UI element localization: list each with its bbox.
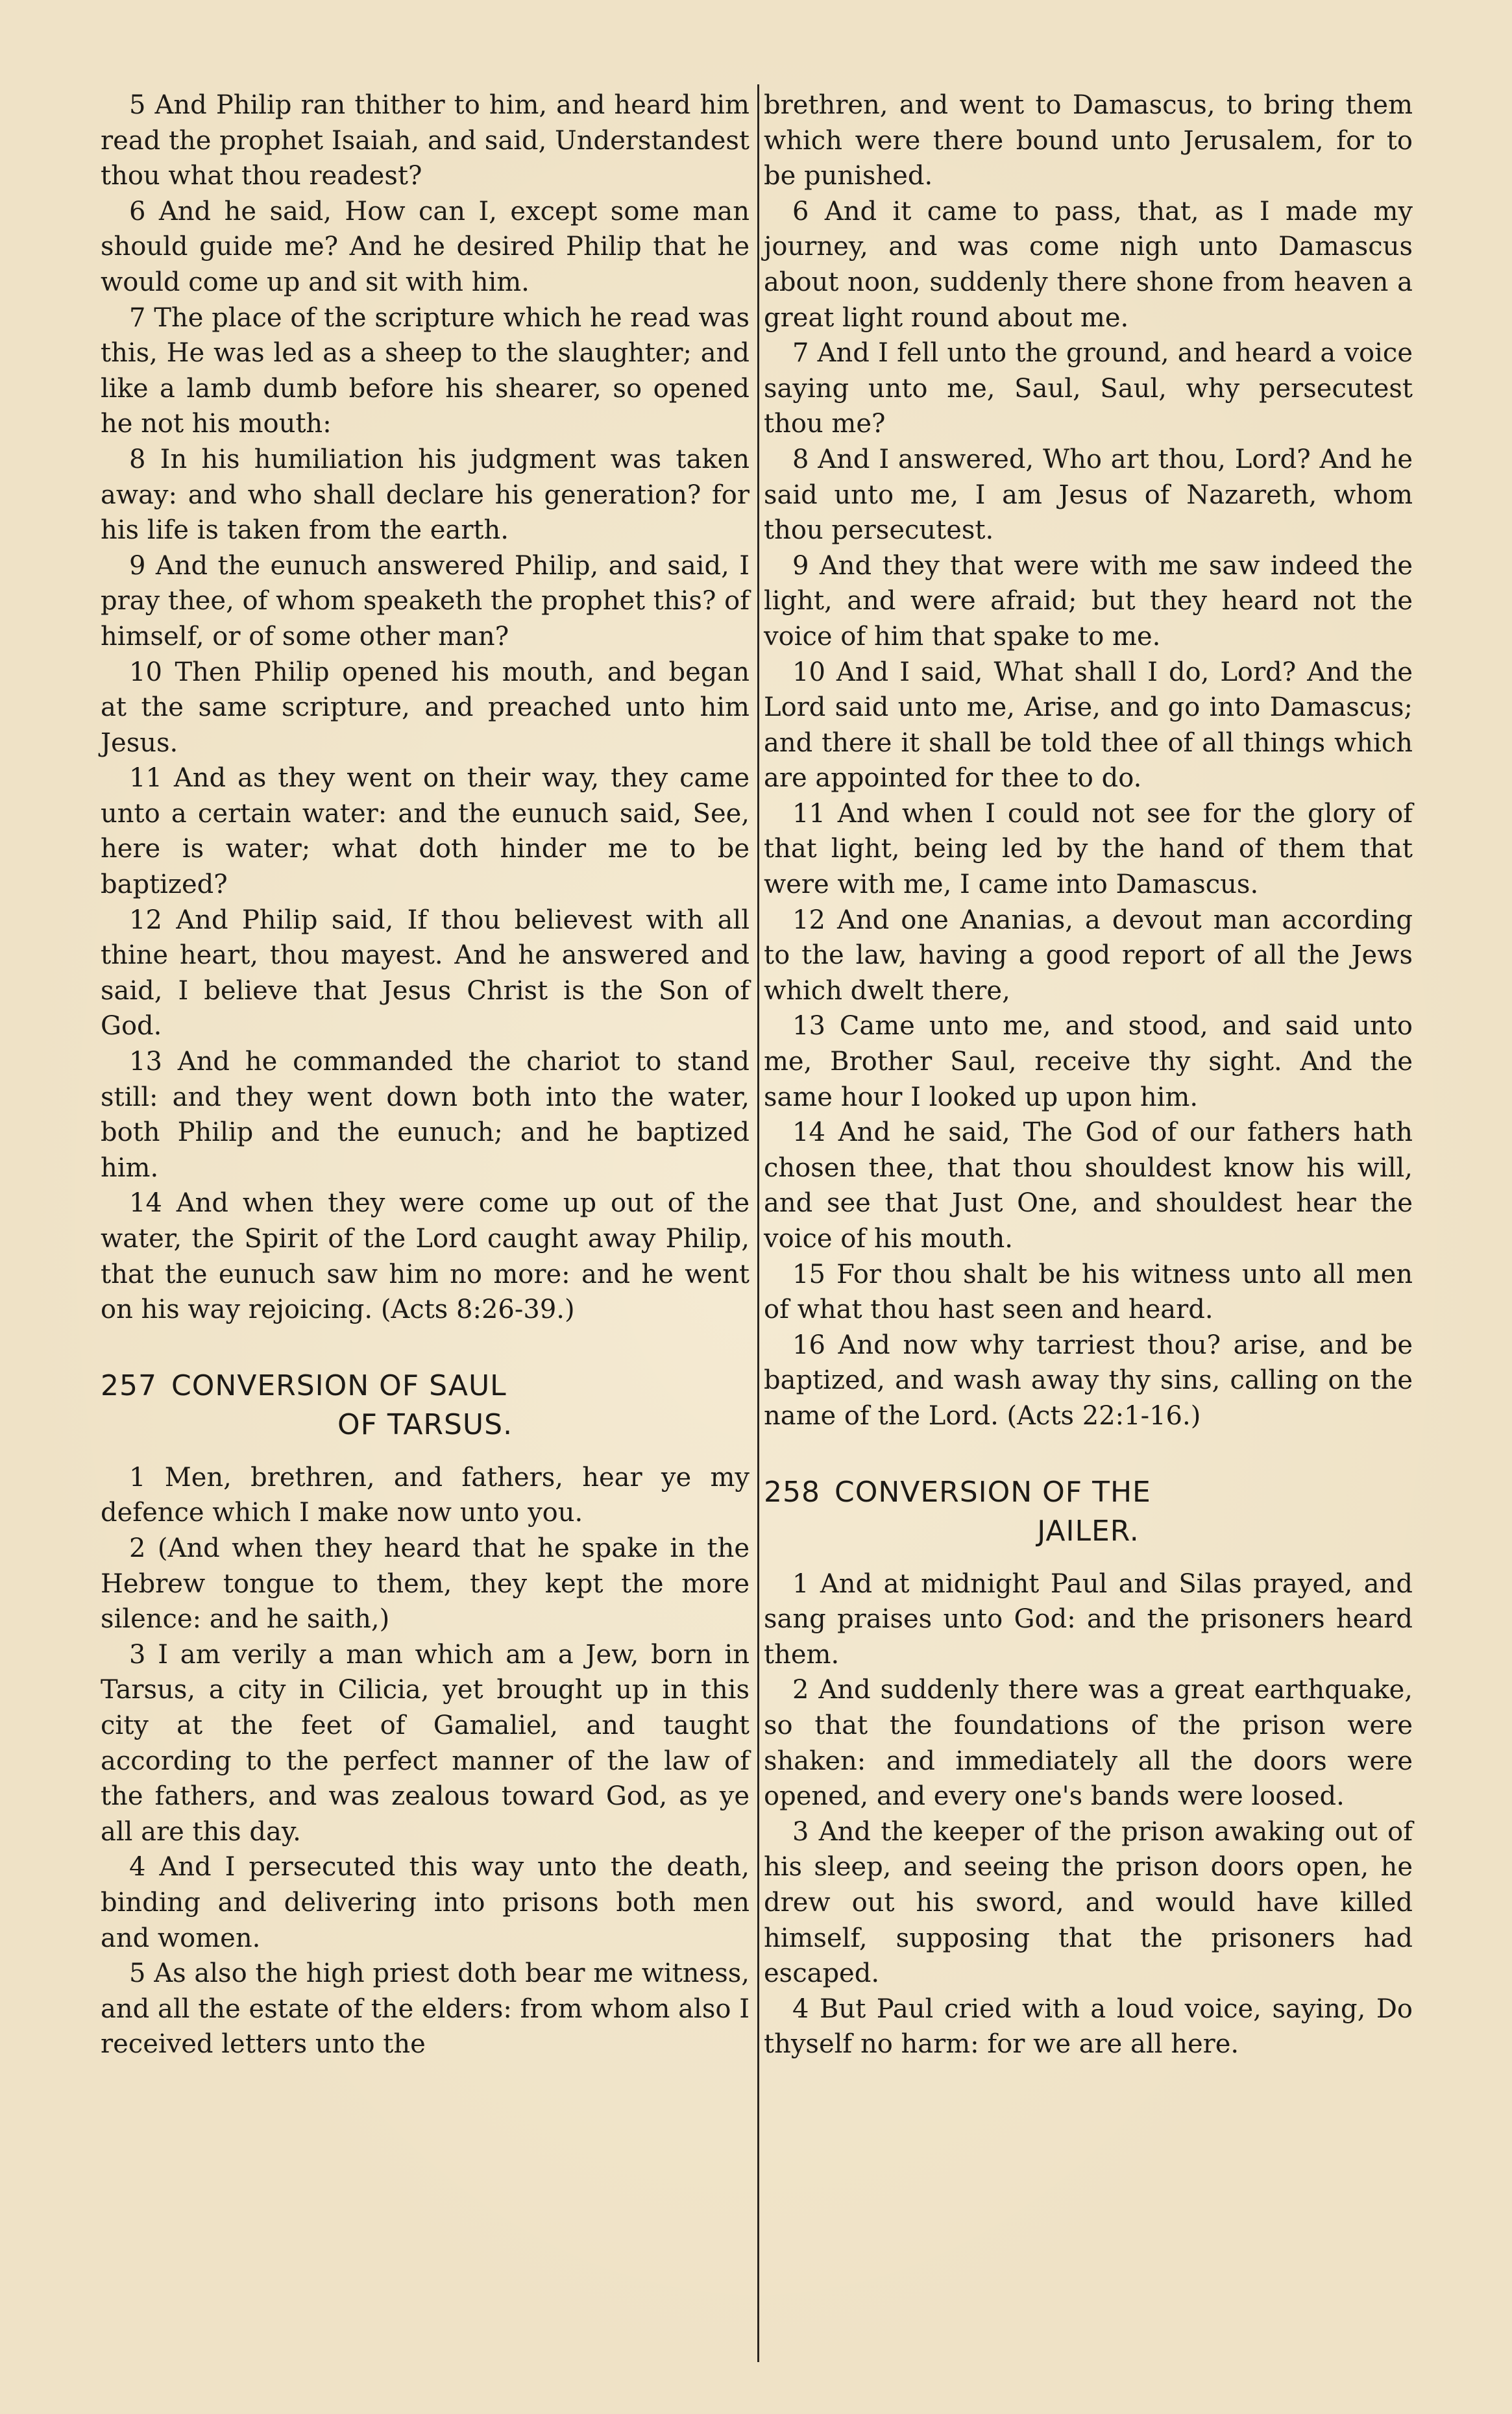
section-title-line2: JAILER. [1037,1514,1140,1548]
verse-16: 16 And now why tarriest thou? arise, and be baptized, and wash away thy sins, calling on the name of the Lord. (Acts 22:1-16.) [764,1330,1413,1431]
verse-continuation: brethren, and went to Damascus, to bring them which were there bound unto Jerusalem, for to be punished. [764,90,1413,191]
verse-4: 4 But Paul cried with a loud voice, saying, Do thyself no harm: for we are all here. [764,1993,1413,2060]
verse-14: 14 And when they were come up out of the water, the Spirit of the Lord caught away Philip, that the eunuch saw him no more: and he went on his way rejoicing. (Acts 8:26-39.) [101,1188,750,1325]
verse-7: 7 The place of the scripture which he read was this, He was led as a sheep to the slaughter; and like a lamb dumb before his shearer, so opened he not his mouth: [101,302,750,439]
verse-3: 3 And the keeper of the prison awaking out of his sleep, and seeing the prison doors open, he drew out his sword, and would have killed himself, supposing that the prisoners had escaped. [764,1816,1413,1989]
verse-6: 6 And he said, How can I, except some man should guide me? And he desired Philip that he would come up and sit with him. [101,196,750,297]
verse-8: 8 And I answered, Who art thou, Lord? And he said unto me, I am Jesus of Nazareth, whom thou persecutest. [764,444,1413,546]
verse-2: 2 And suddenly there was a great earthquake, so that the foundations of the prison were shaken: and immediately all the doors were opened, and every one's bands were loosed. [764,1675,1413,1812]
verse-6: 6 And it came to pass, that, as I made my journey, and was come nigh unto Damascus about noon, suddenly there shone from heaven a great light round about me. [764,196,1413,333]
verse-1: 1 And at midnight Paul and Silas prayed, and sang praises unto God: and the prisoners heard them. [764,1568,1413,1670]
verse-12: 12 And one Ananias, a devout man according to the law, having a good report of all the Jews which dwelt there, [764,905,1413,1006]
verse-10: 10 And I said, What shall I do, Lord? And the Lord said unto me, Arise, and go into Damascus; and there it shall be told thee of all things which are appointed for thee to do. [764,657,1413,794]
section-title-line2: OF TARSUS. [337,1408,513,1441]
verse-4: 4 And I persecuted this way unto the death, binding and delivering into prisons both men and women. [101,1852,750,1953]
section-heading-258 [764,1473,1413,1551]
verse-3: 3 I am verily a man which am a Jew, born in Tarsus, a city in Cilicia, yet brought up in this city at the feet of Gamaliel, and taught according to the perfect manner of the law of the fathers, and was zealous toward God, as ye all are this day. [101,1639,750,1847]
verse-8: 8 In his humiliation his judgment was taken away: and who shall declare his generation? for his life is taken from the earth. [101,444,750,546]
verse-12: 12 And Philip said, If thou believest with all thine heart, thou mayest. And he answered and said, I believe that Jesus Christ is the Son of God. [101,905,750,1042]
verse-15: 15 For thou shalt be his witness unto all men of what thou hast seen and heard. [764,1259,1413,1325]
column-divider [757,84,759,2362]
verse-9: 9 And the eunuch answered Philip, and said, I pray thee, of whom speaketh the prophet this? of himself, or of some other man? [101,550,750,652]
left-column [101,88,750,2062]
verse-2: 2 (And when they heard that he spake in the Hebrew tongue to them, they kept the more silence: and he saith,) [101,1533,750,1635]
verse-5: 5 And Philip ran thither to him, and heard him read the prophet Isaiah, and said, Understandest thou what thou readest? [101,90,750,191]
verse-14: 14 And he said, The God of our fathers hath chosen thee, that thou shouldest know his will, and see that Just One, and shouldest hear the voice of his mouth. [764,1117,1413,1254]
section-number: 258 [764,1475,820,1509]
verse-5-continued: 5 As also the high priest doth bear me witness, and all the estate of the elders: from whom also I received letters unto the [101,1958,750,2060]
verse-13: 13 Came unto me, and stood, and said unto me, Brother Saul, receive thy sight. And the same hour I looked up upon him. [764,1011,1413,1112]
verse-9: 9 And they that were with me saw indeed the light, and were afraid; but they heard not the voice of him that spake to me. [764,550,1413,652]
section-heading-257 [101,1367,750,1445]
section-title-line1: CONVERSION OF SAUL [171,1369,507,1402]
verse-11: 11 And when I could not see for the glory of that light, being led by the hand of them that were with me, I came into Damascus. [764,798,1413,900]
verse-10: 10 Then Philip opened his mouth, and began at the same scripture, and preached unto him Jesus. [101,657,750,758]
section-title-line1: CONVERSION OF THE [834,1475,1151,1509]
right-column [764,88,1413,2062]
verse-1: 1 Men, brethren, and fathers, hear ye my defence which I make now unto you. [101,1462,750,1528]
section-number: 257 [101,1369,157,1402]
verse-7: 7 And I fell unto the ground, and heard a voice saying unto me, Saul, Saul, why persecutest thou me? [764,338,1413,439]
verse-13: 13 And he commanded the chariot to stand still: and they went down both into the water, both Philip and the eunuch; and he baptized him. [101,1047,750,1183]
verse-11: 11 And as they went on their way, they came unto a certain water: and the eunuch said, See, here is water; what doth hinder me to be baptized? [101,763,750,900]
